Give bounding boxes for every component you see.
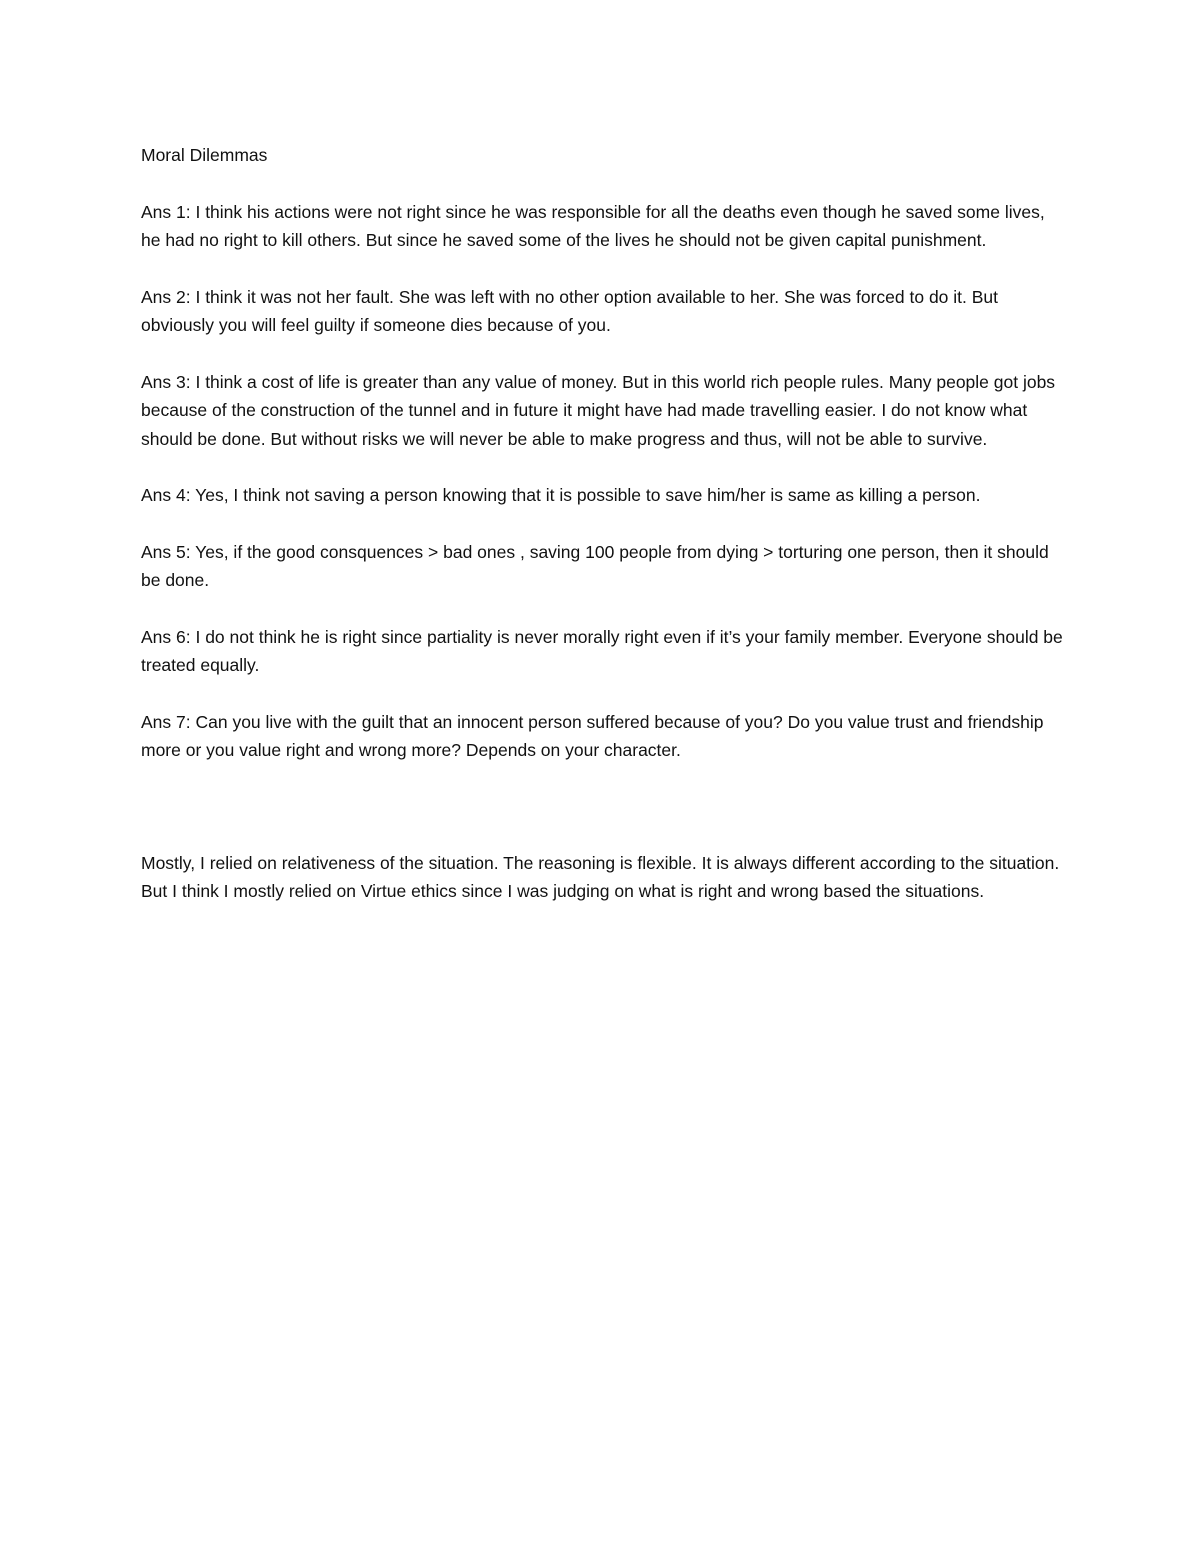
document-body — [141, 141, 1066, 934]
conclusion-paragraph: Mostly, I relied on relativeness of the situation. The reasoning is flexible. It is always different according to the situation. But I think I mostly relied on Virtue ethics since I was judging on what is right and wrong based the situations. — [141, 852, 1060, 901]
blank-space — [141, 793, 1066, 849]
document-title: Moral Dilemmas — [141, 145, 268, 165]
answer-3: Ans 3: I think a cost of life is greater than any value of money. But in this world rich people rules. Many people got jobs because of the construction of the tunnel and in future it might have had made travelling easier. I do not know what should be done. But without risks we will never be able to make progress and thus, will not be able to survive. — [141, 371, 1056, 449]
answer-1: Ans 1: I think his actions were not right since he was responsible for all the deaths even though he saved some lives, he had no right to kill others. But since he saved some of the lives he should not be given capital punishment. — [141, 201, 1045, 250]
answer-6: Ans 6: I do not think he is right since partiality is never morally right even if it’s your family member. Everyone should be treated equally. — [141, 626, 1063, 675]
answer-2: Ans 2: I think it was not her fault. She was left with no other option available to her. She was forced to do it. But obviously you will feel guilty if someone dies because of you. — [141, 286, 999, 335]
answer-7: Ans 7: Can you live with the guilt that an innocent person suffered because of you? Do you value trust and friendship more or you value right and wrong more? Depends on your character. — [141, 711, 1044, 760]
answer-5: Ans 5: Yes, if the good consquences > bad ones , saving 100 people from dying > torturing one person, then it should be done. — [141, 541, 1049, 590]
answer-4: Ans 4: Yes, I think not saving a person knowing that it is possible to save him/her is same as killing a person. — [141, 485, 981, 505]
